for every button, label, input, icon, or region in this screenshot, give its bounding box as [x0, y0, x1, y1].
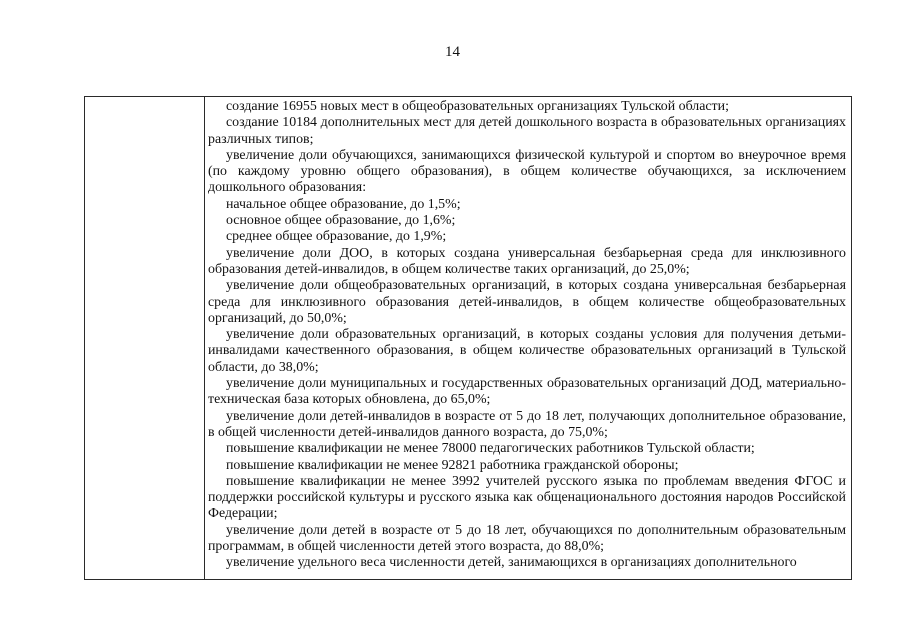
paragraph-children-share-truncated: увеличение удельного веса численности детей, занимающихся в организациях дополнительного [226, 555, 797, 571]
paragraph-teacher-training: повышение квалификации не менее 78000 педагогических работников Тульской области; [226, 441, 755, 457]
paragraph-basic-education: основное общее образование, до 1,6%; [226, 213, 456, 229]
paragraph-secondary-education: среднее общее образование, до 1,9%; [226, 229, 447, 245]
paragraph-russian-teachers-training: повышение квалификации не менее 3992 учителей русского языка по проблемам введения ФГОС и поддержки российской культуры и русского языка как общенационального достояния народов Российской Федерации; [208, 473, 846, 522]
paragraph-dod-renewal: увеличение доли муниципальных и государственных образовательных организаций ДОД, материально-техническая база которых обновлена, до 65,0%; [208, 376, 846, 408]
table-right-cell [205, 97, 851, 579]
paragraph-disabled-additional-education: увеличение доли детей-инвалидов в возрасте от 5 до 18 лет, получающих дополнительное образование, в общей численности детей-инвалидов данного возраста, до 75,0%; [208, 408, 846, 440]
paragraph-civil-defense-training: повышение квалификации не менее 92821 работника гражданской обороны; [226, 457, 679, 473]
paragraph-primary-education: начальное общее образование, до 1,5%; [226, 196, 461, 212]
paragraph-preschool-places: создание 10184 дополнительных мест для детей дошкольного возраста в образовательных организациях различных типов; [208, 115, 846, 147]
paragraph-new-school-places: создание 16955 новых мест в общеобразовательных организациях Тульской области; [226, 99, 729, 114]
table-left-cell [85, 97, 205, 579]
paragraph-disabled-conditions: увеличение доли образовательных организаций, в которых созданы условия для получения детьми-инвалидами качественного образования, в общем количестве образовательных организаций в Тульской области, до 38,0%; [208, 327, 846, 375]
paragraph-schools-barrier-free: увеличение доли общеобразовательных организаций, в которых создана универсальная безбарьерная среда для инклюзивного образования детей-инвалидов, в общем количестве общеобразовательных организаций, до 50,0%; [208, 278, 846, 326]
page-number: 14 [445, 44, 460, 60]
document-table [84, 96, 852, 580]
paragraph-children-additional-programs: увеличение доли детей в возрасте от 5 до 18 лет, обучающихся по дополнительным образовательным программам, в общей численности детей этого возраста, до 88,0%; [208, 522, 846, 555]
paragraph-doo-barrier-free: увеличение доли ДОО, в которых создана универсальная безбарьерная среда для инклюзивного образования детей-инвалидов, в общем количестве таких организаций, до 25,0%; [208, 245, 846, 277]
paragraph-sports-share: увеличение доли обучающихся, занимающихся физической культурой и спортом во внеурочное время (по каждому уровню общего образования), в общем количестве обучающихся, за исключением дошкольного образования: [208, 147, 846, 196]
